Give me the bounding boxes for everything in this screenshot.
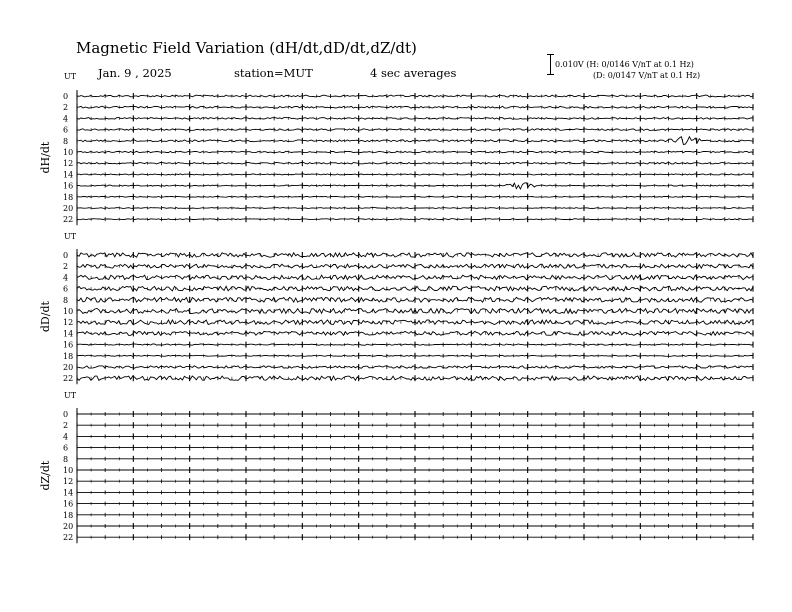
- averaging-label: 4 sec averages: [370, 66, 457, 80]
- row-tick-label: 12: [63, 477, 74, 487]
- row-tick-label: 4: [63, 432, 69, 442]
- row-tick-label: 2: [63, 262, 69, 272]
- row-tick-label: 10: [63, 466, 74, 475]
- row-tick-label: 12: [63, 318, 74, 328]
- station-label: station=MUT: [234, 66, 313, 80]
- row-tick-label: 0: [63, 410, 69, 419]
- row-tick-label: 2: [63, 421, 69, 431]
- row-tick-label: 16: [63, 340, 74, 350]
- row-tick-label: 14: [63, 329, 74, 339]
- ut-label: UT: [64, 232, 77, 241]
- row-tick-label: 6: [63, 284, 69, 294]
- row-tick-label: 6: [63, 125, 69, 135]
- row-tick-label: 20: [63, 363, 74, 372]
- row-tick-label: 18: [63, 192, 74, 202]
- row-tick-label: 8: [63, 295, 69, 305]
- chart-title: Magnetic Field Variation (dH/dt,dD/dt,dZ/dt): [76, 39, 417, 57]
- ut-label: UT: [64, 72, 77, 81]
- row-tick-label: 16: [63, 181, 74, 191]
- y-axis-label: dH/dt: [39, 141, 52, 174]
- row-tick-label: 6: [63, 443, 69, 453]
- row-tick-label: 14: [63, 170, 74, 180]
- row-tick-label: 18: [63, 351, 74, 361]
- y-axis-label: dZ/dt: [39, 460, 52, 491]
- row-tick-label: 8: [63, 454, 69, 464]
- row-tick-label: 18: [63, 510, 74, 520]
- scale-d-label: (D: 0/0147 V/nT at 0.1 Hz): [593, 71, 701, 80]
- row-tick-label: 10: [63, 307, 74, 316]
- row-tick-label: 12: [63, 159, 74, 169]
- row-tick-label: 20: [63, 522, 74, 531]
- row-tick-label: 22: [63, 374, 74, 384]
- y-axis-label: dD/dt: [39, 301, 52, 333]
- scale-label: 0.010V (H: 0/0146 V/nT at 0.1 Hz): [555, 60, 694, 69]
- row-tick-label: 8: [63, 136, 69, 146]
- row-tick-label: 22: [63, 215, 74, 225]
- row-tick-label: 4: [63, 114, 69, 124]
- date-label: Jan. 9 , 2025: [98, 66, 172, 80]
- row-tick-label: 0: [63, 251, 69, 260]
- row-tick-label: 2: [63, 103, 69, 113]
- ut-label: UT: [64, 391, 77, 400]
- row-tick-label: 0: [63, 92, 69, 101]
- row-tick-label: 20: [63, 204, 74, 213]
- row-tick-label: 14: [63, 488, 74, 498]
- row-tick-label: 4: [63, 273, 69, 283]
- row-tick-label: 16: [63, 499, 74, 509]
- row-tick-label: 10: [63, 148, 74, 157]
- row-tick-label: 22: [63, 533, 74, 543]
